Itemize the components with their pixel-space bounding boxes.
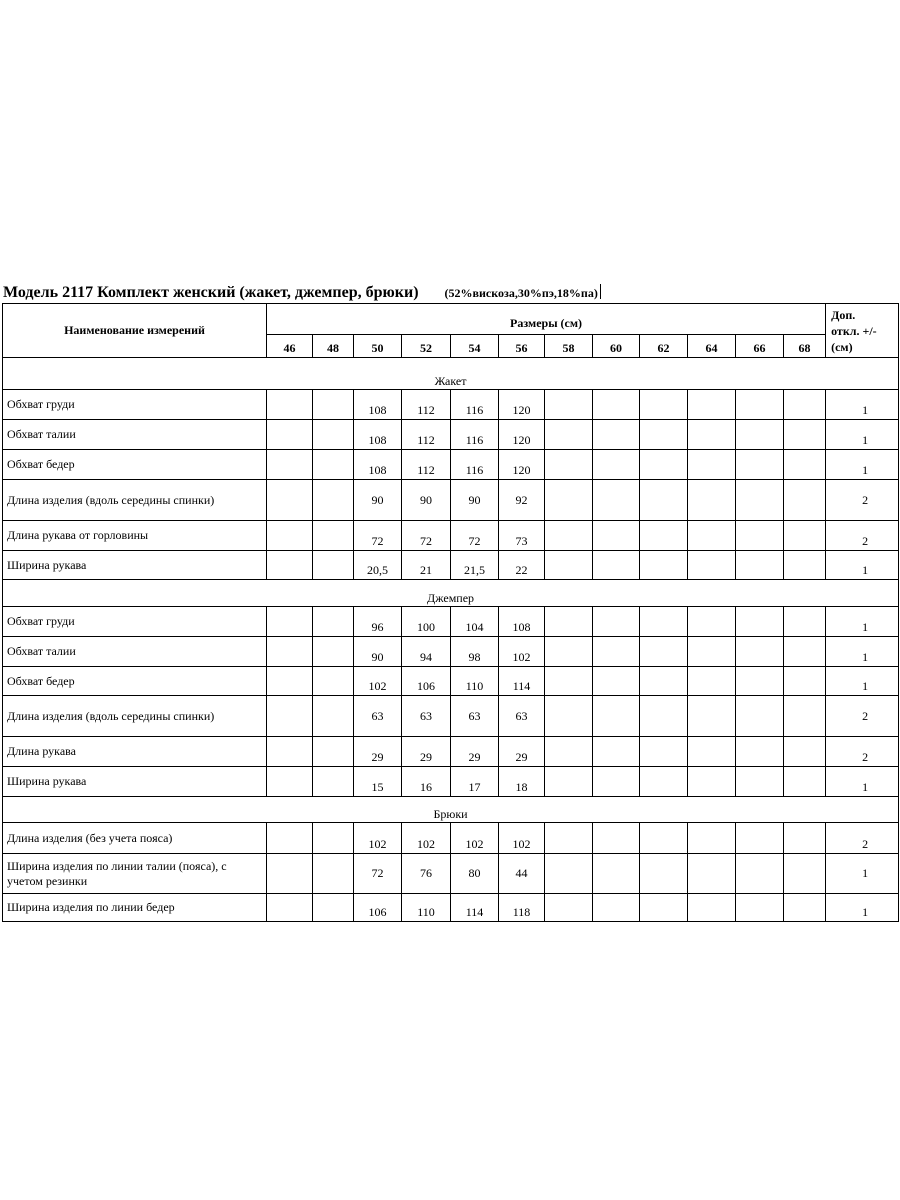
tolerance-value: 2: [826, 521, 899, 551]
tolerance-header-line-3: (см): [831, 339, 853, 354]
size-value-cell: [688, 607, 736, 637]
size-value-cell: [640, 420, 688, 450]
measurement-row: [3, 390, 899, 420]
size-value-cell: [593, 390, 640, 420]
size-value-cell: 102: [354, 667, 402, 696]
size-value-cell: [640, 551, 688, 580]
size-value-cell: 90: [354, 637, 402, 667]
size-value-cell: 63: [402, 696, 451, 737]
size-value-cell: [545, 450, 593, 480]
size-value-cell: [736, 551, 784, 580]
size-value-cell: [640, 854, 688, 894]
size-value-cell: 92: [499, 480, 545, 521]
measurement-name: Длина изделия (вдоль середины спинки): [3, 480, 267, 521]
size-value-cell: 96: [354, 607, 402, 637]
size-header: 56: [499, 335, 545, 358]
size-value-cell: [736, 767, 784, 797]
size-value-cell: [593, 854, 640, 894]
size-value-cell: 104: [451, 607, 499, 637]
size-value-cell: 120: [499, 420, 545, 450]
measurement-name: Обхват груди: [3, 607, 267, 637]
size-value-cell: [784, 607, 826, 637]
size-value-cell: 116: [451, 450, 499, 480]
size-value-cell: [545, 420, 593, 450]
size-value-cell: [736, 420, 784, 450]
size-value-cell: [688, 420, 736, 450]
size-value-cell: [784, 551, 826, 580]
size-value-cell: 72: [451, 521, 499, 551]
document-title-line: [3, 284, 601, 302]
size-header: 60: [593, 335, 640, 358]
section-row: [3, 797, 899, 823]
size-value-cell: [545, 894, 593, 922]
size-value-cell: [736, 696, 784, 737]
measurement-row: [3, 667, 899, 696]
tolerance-value: 1: [826, 854, 899, 894]
size-value-cell: [593, 667, 640, 696]
section-title: Брюки: [3, 797, 899, 823]
size-value-cell: [313, 390, 354, 420]
size-value-cell: [784, 767, 826, 797]
measurement-name: Длина рукава от горловины: [3, 521, 267, 551]
tolerance-value: 1: [826, 390, 899, 420]
size-value-cell: 20,5: [354, 551, 402, 580]
size-value-cell: 114: [499, 667, 545, 696]
size-value-cell: [313, 450, 354, 480]
size-value-cell: 63: [451, 696, 499, 737]
size-value-cell: [784, 667, 826, 696]
size-value-cell: [784, 480, 826, 521]
size-value-cell: 21: [402, 551, 451, 580]
tolerance-value: 1: [826, 551, 899, 580]
size-value-cell: [313, 737, 354, 767]
size-value-cell: [784, 521, 826, 551]
tolerance-value: 2: [826, 823, 899, 854]
measurement-name: Обхват талии: [3, 637, 267, 667]
measurement-name: Ширина изделия по линии бедер: [3, 894, 267, 922]
size-value-cell: 112: [402, 450, 451, 480]
size-value-cell: [267, 667, 313, 696]
size-value-cell: [313, 854, 354, 894]
tolerance-value: 1: [826, 637, 899, 667]
tolerance-value: 2: [826, 480, 899, 521]
size-value-cell: [784, 894, 826, 922]
size-value-cell: 29: [354, 737, 402, 767]
size-value-cell: [784, 823, 826, 854]
tolerance-value: 2: [826, 737, 899, 767]
size-value-cell: [784, 696, 826, 737]
size-value-cell: 22: [499, 551, 545, 580]
size-value-cell: [545, 551, 593, 580]
tolerance-header-line-2: откл. +/-: [831, 323, 877, 338]
size-value-cell: [736, 637, 784, 667]
size-value-cell: [640, 607, 688, 637]
size-header: 52: [402, 335, 451, 358]
size-value-cell: [267, 521, 313, 551]
size-value-cell: [640, 521, 688, 551]
size-value-cell: [313, 667, 354, 696]
size-header: 54: [451, 335, 499, 358]
size-value-cell: 72: [354, 854, 402, 894]
measurement-row: [3, 767, 899, 797]
measurement-name: Ширина изделия по линии талии (пояса), с учетом резинки: [3, 854, 267, 894]
size-value-cell: [313, 696, 354, 737]
size-value-cell: 21,5: [451, 551, 499, 580]
size-value-cell: [640, 767, 688, 797]
size-value-cell: [545, 667, 593, 696]
size-value-cell: [688, 551, 736, 580]
size-value-cell: [688, 894, 736, 922]
size-value-cell: [640, 823, 688, 854]
measurement-row: [3, 450, 899, 480]
size-value-cell: [313, 894, 354, 922]
size-value-cell: [736, 521, 784, 551]
size-value-cell: 63: [499, 696, 545, 737]
size-value-cell: 18: [499, 767, 545, 797]
size-value-cell: [688, 737, 736, 767]
size-value-cell: 108: [354, 450, 402, 480]
size-header: 68: [784, 335, 826, 358]
size-header: 66: [736, 335, 784, 358]
header-row-top: [3, 304, 899, 335]
size-value-cell: 76: [402, 854, 451, 894]
size-value-cell: [267, 737, 313, 767]
size-value-cell: 106: [354, 894, 402, 922]
model-title: Модель 2117 Комплект женский (жакет, джемпер, брюки): [3, 284, 419, 301]
size-value-cell: [313, 480, 354, 521]
size-value-cell: 29: [451, 737, 499, 767]
size-value-cell: 120: [499, 450, 545, 480]
size-value-cell: [313, 823, 354, 854]
measurement-row: [3, 854, 899, 894]
size-value-cell: [784, 737, 826, 767]
sizes-header: Размеры (см): [267, 304, 826, 335]
size-value-cell: 72: [402, 521, 451, 551]
size-value-cell: [688, 390, 736, 420]
size-value-cell: [688, 450, 736, 480]
size-value-cell: 63: [354, 696, 402, 737]
size-value-cell: [736, 823, 784, 854]
size-value-cell: [593, 480, 640, 521]
size-value-cell: 118: [499, 894, 545, 922]
size-value-cell: [640, 390, 688, 420]
size-value-cell: [545, 607, 593, 637]
size-value-cell: [593, 607, 640, 637]
size-value-cell: [736, 607, 784, 637]
size-value-cell: [267, 390, 313, 420]
size-value-cell: 120: [499, 390, 545, 420]
size-value-cell: 80: [451, 854, 499, 894]
size-value-cell: 102: [499, 823, 545, 854]
size-value-cell: [545, 521, 593, 551]
measurement-name: Обхват груди: [3, 390, 267, 420]
size-value-cell: [736, 390, 784, 420]
size-value-cell: 94: [402, 637, 451, 667]
measurement-row: [3, 551, 899, 580]
tolerance-value: 1: [826, 894, 899, 922]
size-value-cell: [267, 450, 313, 480]
measurement-row: [3, 521, 899, 551]
size-value-cell: [267, 854, 313, 894]
size-value-cell: [593, 823, 640, 854]
size-value-cell: [736, 667, 784, 696]
size-value-cell: 17: [451, 767, 499, 797]
size-value-cell: 29: [499, 737, 545, 767]
size-value-cell: [313, 551, 354, 580]
size-value-cell: 73: [499, 521, 545, 551]
size-value-cell: [267, 823, 313, 854]
measurement-row: [3, 480, 899, 521]
size-value-cell: [640, 637, 688, 667]
section-title: Жакет: [3, 358, 899, 390]
section-row: [3, 358, 899, 390]
measurement-row: [3, 823, 899, 854]
size-value-cell: [640, 480, 688, 521]
size-value-cell: [313, 767, 354, 797]
size-value-cell: 110: [402, 894, 451, 922]
size-value-cell: [545, 767, 593, 797]
size-value-cell: [688, 767, 736, 797]
size-value-cell: [736, 737, 784, 767]
size-value-cell: 102: [354, 823, 402, 854]
size-value-cell: [593, 450, 640, 480]
size-value-cell: [267, 696, 313, 737]
size-value-cell: [784, 450, 826, 480]
tolerance-value: 1: [826, 420, 899, 450]
size-value-cell: 29: [402, 737, 451, 767]
size-value-cell: 102: [402, 823, 451, 854]
size-value-cell: [267, 767, 313, 797]
size-header: 50: [354, 335, 402, 358]
measurement-row: [3, 737, 899, 767]
size-value-cell: [688, 667, 736, 696]
measurement-row: [3, 420, 899, 450]
size-value-cell: [593, 521, 640, 551]
tolerance-value: 2: [826, 696, 899, 737]
size-value-cell: [736, 480, 784, 521]
size-value-cell: 90: [354, 480, 402, 521]
measurement-row: [3, 894, 899, 922]
measurement-name: Обхват бедер: [3, 450, 267, 480]
size-value-cell: 112: [402, 420, 451, 450]
size-value-cell: 106: [402, 667, 451, 696]
size-value-cell: [688, 637, 736, 667]
fabric-composition: (52%вискоза,30%пэ,18%па): [444, 286, 598, 300]
tolerance-value: 1: [826, 607, 899, 637]
size-value-cell: [267, 637, 313, 667]
size-value-cell: [593, 551, 640, 580]
size-value-cell: 72: [354, 521, 402, 551]
size-value-cell: [545, 823, 593, 854]
tolerance-header: [826, 304, 899, 358]
size-value-cell: [688, 696, 736, 737]
measurement-name: Длина рукава: [3, 737, 267, 767]
size-value-cell: 102: [499, 637, 545, 667]
size-value-cell: 116: [451, 390, 499, 420]
size-value-cell: [267, 480, 313, 521]
size-value-cell: [593, 737, 640, 767]
tolerance-value: 1: [826, 667, 899, 696]
size-value-cell: [640, 696, 688, 737]
size-value-cell: 108: [354, 420, 402, 450]
size-value-cell: 98: [451, 637, 499, 667]
size-value-cell: [688, 521, 736, 551]
size-value-cell: 15: [354, 767, 402, 797]
measurement-name: Ширина рукава: [3, 767, 267, 797]
size-value-cell: 90: [451, 480, 499, 521]
measurement-name: Длина изделия (вдоль середины спинки): [3, 696, 267, 737]
size-value-cell: [784, 854, 826, 894]
size-value-cell: [593, 767, 640, 797]
measurement-name: Обхват талии: [3, 420, 267, 450]
size-value-cell: [545, 696, 593, 737]
size-value-cell: 108: [354, 390, 402, 420]
size-value-cell: [640, 450, 688, 480]
measurement-name: Обхват бедер: [3, 667, 267, 696]
measurement-name-header: Наименование измерений: [3, 304, 267, 358]
measurement-name: Ширина рукава: [3, 551, 267, 580]
section-title: Джемпер: [3, 580, 899, 607]
size-value-cell: [688, 480, 736, 521]
size-value-cell: [545, 480, 593, 521]
size-value-cell: [640, 737, 688, 767]
size-value-cell: 112: [402, 390, 451, 420]
text-cursor: [600, 284, 601, 299]
size-value-cell: [267, 607, 313, 637]
size-value-cell: [688, 823, 736, 854]
size-value-cell: [640, 667, 688, 696]
size-value-cell: 102: [451, 823, 499, 854]
size-value-cell: [545, 637, 593, 667]
size-value-cell: [784, 637, 826, 667]
size-value-cell: 108: [499, 607, 545, 637]
size-value-cell: [545, 854, 593, 894]
tolerance-header-line-1: Доп.: [831, 307, 856, 322]
size-value-cell: 90: [402, 480, 451, 521]
size-value-cell: 16: [402, 767, 451, 797]
size-value-cell: [267, 551, 313, 580]
measurement-row: [3, 696, 899, 737]
size-value-cell: [784, 390, 826, 420]
size-value-cell: [593, 420, 640, 450]
size-header: 48: [313, 335, 354, 358]
size-value-cell: [313, 521, 354, 551]
size-value-cell: [313, 420, 354, 450]
size-value-cell: [545, 390, 593, 420]
size-value-cell: [736, 894, 784, 922]
size-value-cell: [313, 607, 354, 637]
size-value-cell: 114: [451, 894, 499, 922]
size-value-cell: [736, 854, 784, 894]
size-value-cell: 116: [451, 420, 499, 450]
size-value-cell: [688, 854, 736, 894]
size-value-cell: 110: [451, 667, 499, 696]
size-value-cell: [640, 894, 688, 922]
size-value-cell: [593, 637, 640, 667]
size-value-cell: [313, 637, 354, 667]
size-value-cell: [593, 894, 640, 922]
tolerance-value: 1: [826, 767, 899, 797]
measurement-row: [3, 637, 899, 667]
size-header: 64: [688, 335, 736, 358]
size-value-cell: [267, 894, 313, 922]
size-value-cell: 100: [402, 607, 451, 637]
measurements-table: [2, 303, 899, 922]
measurement-name: Длина изделия (без учета пояса): [3, 823, 267, 854]
size-value-cell: [545, 737, 593, 767]
size-header: 46: [267, 335, 313, 358]
size-value-cell: [736, 450, 784, 480]
tolerance-value: 1: [826, 450, 899, 480]
section-row: [3, 580, 899, 607]
measurement-row: [3, 607, 899, 637]
size-value-cell: 44: [499, 854, 545, 894]
size-header: 62: [640, 335, 688, 358]
size-value-cell: [267, 420, 313, 450]
size-header: 58: [545, 335, 593, 358]
size-value-cell: [784, 420, 826, 450]
size-value-cell: [593, 696, 640, 737]
